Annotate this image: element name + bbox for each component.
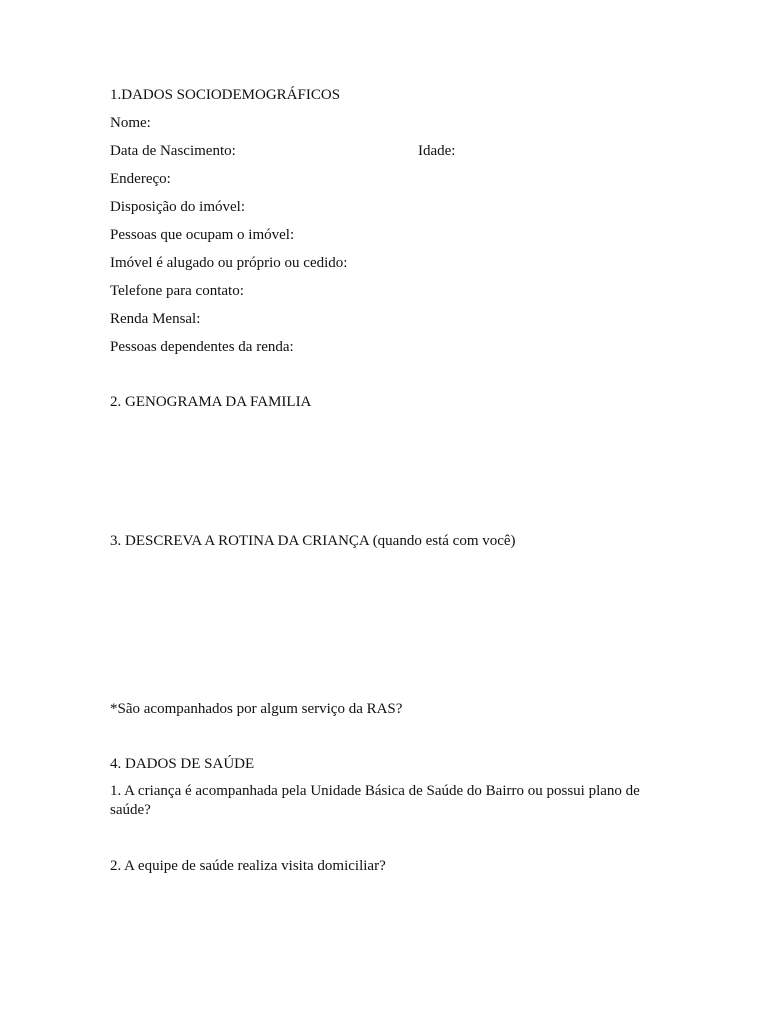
field-nome: Nome: xyxy=(110,115,151,131)
field-endereco: Endereço: xyxy=(110,171,171,187)
field-telefone: Telefone para contato: xyxy=(110,283,244,299)
field-data-nascimento: Data de Nascimento: xyxy=(110,143,236,159)
field-disposicao: Disposição do imóvel: xyxy=(110,199,245,215)
field-pessoas-ocupam: Pessoas que ocupam o imóvel: xyxy=(110,227,295,243)
question-1: 1. A criança é acompanhada pela Unidade Básica de Saúde do Bairro ou possui plano de saúde? xyxy=(110,783,640,818)
field-renda: Renda Mensal: xyxy=(110,311,201,327)
ras-question: *São acompanhados por algum serviço da RAS? xyxy=(110,701,403,717)
section-3-heading: 3. DESCREVA A ROTINA DA CRIANÇA (quando está com você) xyxy=(110,533,516,549)
section-2-heading: 2. GENOGRAMA DA FAMILIA xyxy=(110,394,312,410)
field-imovel-tipo: Imóvel é alugado ou próprio ou cedido: xyxy=(110,255,348,271)
section-4-heading: 4. DADOS DE SAÚDE xyxy=(110,756,255,772)
section-1-heading: 1.DADOS SOCIODEMOGRÁFICOS xyxy=(110,87,341,103)
field-dependentes: Pessoas dependentes da renda: xyxy=(110,339,294,355)
field-idade: Idade: xyxy=(418,143,456,159)
question-2: 2. A equipe de saúde realiza visita domiciliar? xyxy=(110,858,386,874)
